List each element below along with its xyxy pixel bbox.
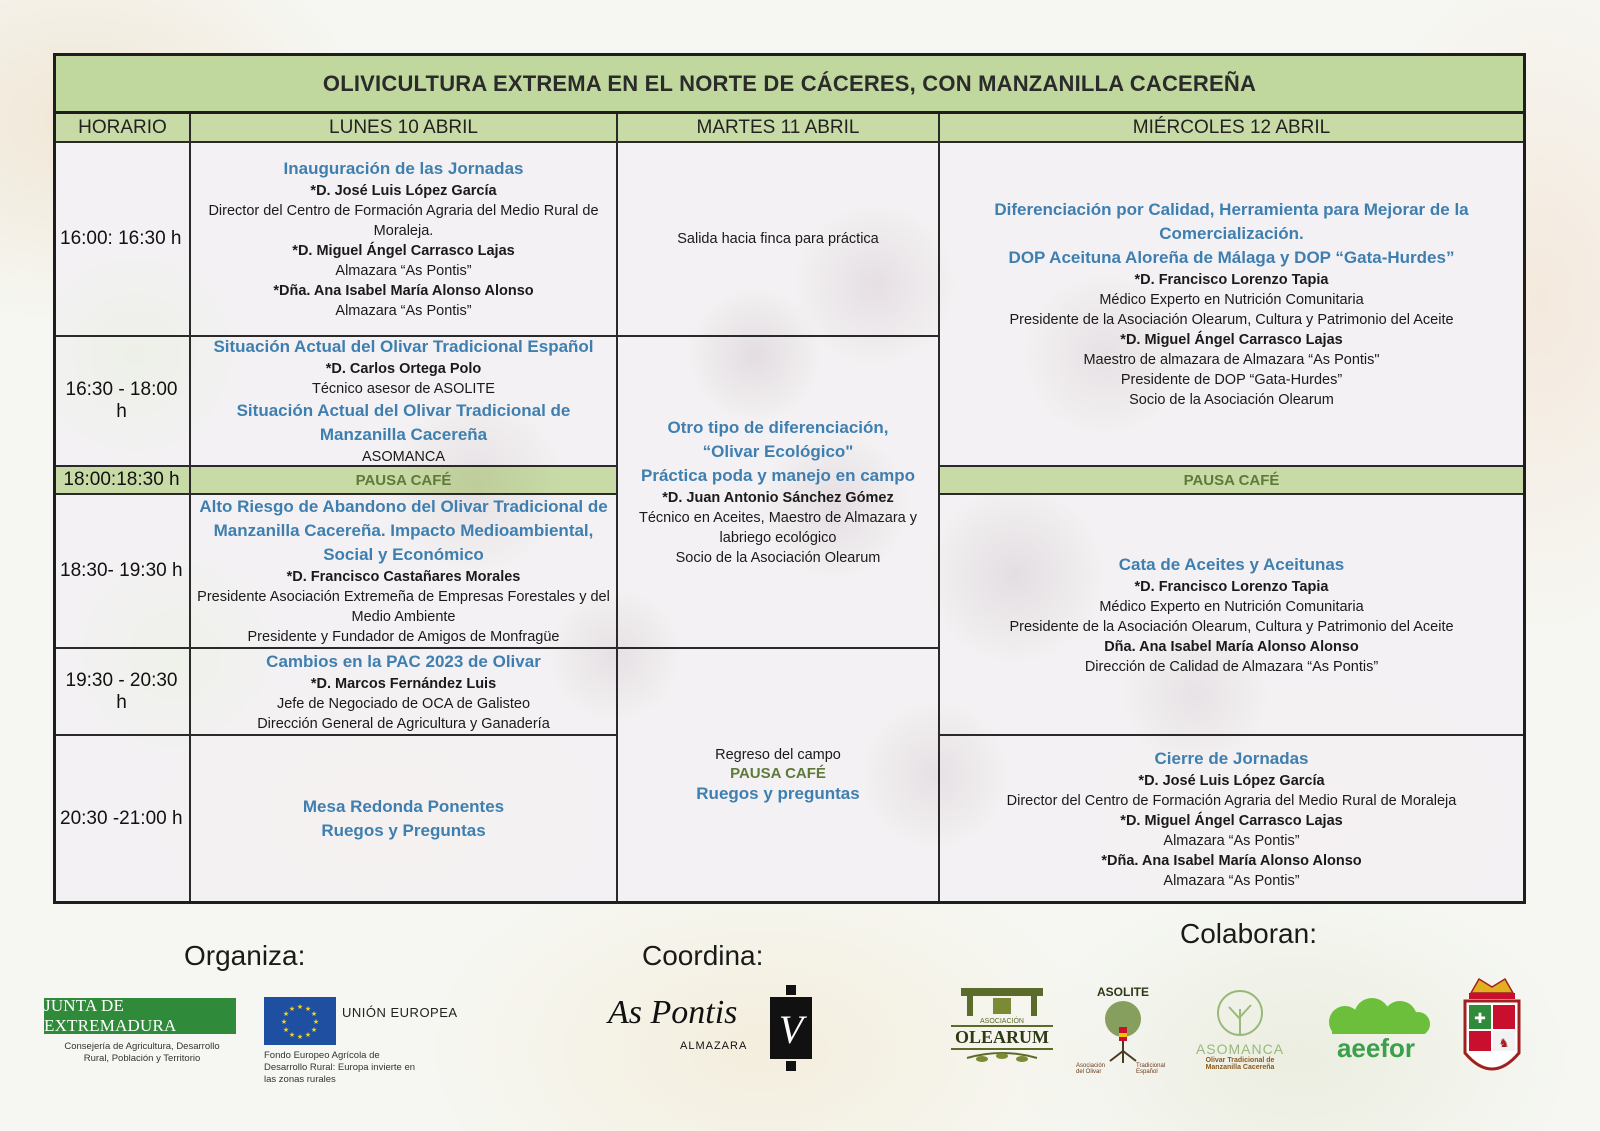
svg-text:★: ★ [310, 1026, 318, 1034]
speaker-role: Dirección de Calidad de Almazara “As Pontis” [1084, 658, 1379, 675]
asolite-name: ASOLITE [1096, 985, 1149, 999]
martes-session-ecologico [618, 337, 940, 649]
asolite-sub1: Asociación del Olivar [1076, 1063, 1106, 1075]
asolite-sub2: Tradicional Español [1136, 1063, 1166, 1075]
svg-text:★: ★ [282, 1010, 290, 1018]
svg-text:★: ★ [312, 1018, 320, 1026]
speaker-name: *D. Miguel Ángel Carrasco Lajas [1120, 812, 1343, 829]
speaker-role: Médico Experto en Nutrición Comunitaria [1099, 292, 1364, 308]
time-slot-6: 20:30 -21:00 h [56, 736, 191, 901]
speaker-name: *D. Francisco Lorenzo Tapia [1134, 272, 1329, 288]
olearum-press-icon [957, 984, 1047, 1018]
svg-text:★: ★ [288, 1031, 296, 1039]
junta-extremadura-logo: JUNTA DE EXTREMADURA [44, 998, 236, 1034]
aeefor-logo [1318, 990, 1434, 1070]
speaker-role: Almazara “As Pontis” [335, 303, 472, 319]
session-title: Diferenciación por Calidad, Herramienta para Mejorar de la Comercialización. [994, 200, 1469, 243]
speaker-name: *D. Miguel Ángel Carrasco Lajas [292, 243, 515, 259]
lunes-session-situacion [191, 337, 618, 467]
session-title: Situación Actual del Olivar Tradicional de Manzanilla Cacereña [236, 401, 571, 444]
miercoles-session-cierre [940, 736, 1523, 901]
speaker-role: Socio de la Asociación Olearum [1129, 392, 1334, 408]
organiza-label: Organiza: [184, 940, 306, 971]
colaboran-label: Colaboran: [1180, 918, 1317, 949]
svg-text:★: ★ [288, 1005, 296, 1013]
asomanca-sub: Olivar Tradicional de Manzanilla Cacereña [1205, 1057, 1275, 1071]
session-title: Cata de Aceites y Aceitunas [1118, 554, 1345, 574]
eu-flag-icon [264, 997, 336, 1045]
speaker-name: *D. Marcos Fernández Luis [310, 675, 497, 692]
speaker-role: Técnico en Aceites, Maestro de Almazara y labriego ecológico [638, 510, 918, 546]
lunes-session-pac [191, 649, 618, 736]
session-title: Mesa Redonda Ponentes [302, 796, 505, 816]
lunes-session-abandono [191, 495, 618, 649]
svg-text:V: V [778, 1007, 804, 1052]
pausa-label: PAUSA CAFÉ [355, 471, 452, 489]
speaker-role: Almazara “As Pontis” [335, 263, 472, 279]
miercoles-session-calidad [940, 143, 1523, 467]
speaker-role: Médico Experto en Nutrición Comunitaria [1099, 598, 1364, 615]
speaker-role: Presidente de DOP “Gata-Hurdes” [1120, 372, 1343, 388]
miercoles-session-cata [940, 495, 1523, 736]
as-pontis-logo: As Pontis [608, 994, 738, 1031]
header-martes: MARTES 11 ABRIL [618, 114, 940, 143]
speaker-name: *Dña. Ana Isabel María Alonso Alonso [273, 283, 534, 299]
asomanca-tree-icon [1205, 989, 1275, 1041]
speaker-role: Director del Centro de Formación Agraria del Medio Rural de Moraleja. [208, 203, 599, 239]
session-title: Cambios en la PAC 2023 de Olivar [266, 651, 541, 671]
eu-subtitle: Fondo Europeo Agrícola de Desarrollo Rural: Europa invierte en las zonas rurales [264, 1050, 416, 1085]
speaker-name: Dña. Ana Isabel María Alonso Alonso [1104, 638, 1359, 655]
coordina-label: Coordina: [642, 940, 764, 971]
session-title: Situación Actual del Olivar Tradicional Español [213, 337, 594, 356]
svg-text:★: ★ [310, 1010, 318, 1018]
speaker-role: Almazara “As Pontis” [1163, 832, 1300, 849]
session-title: Otro tipo de diferenciación, “Olivar Ecológico" [667, 418, 889, 461]
speaker-role: Presidente de la Asociación Olearum, Cultura y Patrimonio del Aceite [1009, 312, 1454, 328]
olive-tree-icon [1088, 999, 1158, 1063]
aeefor-name: aeefor [1336, 1033, 1416, 1063]
time-slot-4: 18:30- 19:30 h [56, 495, 191, 649]
time-slot-5: 19:30 - 20:30 h [56, 649, 191, 736]
svg-text:★: ★ [282, 1026, 290, 1034]
eu-label: UNIÓN EUROPEA [342, 1005, 458, 1020]
speaker-name: *D. Juan Antonio Sánchez Gómez [662, 490, 894, 506]
v-emblem-icon [766, 985, 816, 1071]
schedule-table [53, 53, 1526, 904]
speaker-role: Director del Centro de Formación Agraria del Medio Rural de Moraleja [1006, 792, 1457, 809]
speaker-role: Jefe de Negociado de OCA de Galisteo [276, 695, 531, 712]
speaker-role: Almazara “As Pontis” [1163, 872, 1300, 889]
speaker-role: Técnico asesor de ASOLITE [312, 381, 495, 397]
header-lunes: LUNES 10 ABRIL [191, 114, 618, 143]
asomanca-name: ASOMANCA [1195, 1041, 1285, 1057]
session-text: Salida hacia finca para práctica [677, 231, 879, 247]
speaker-role: Presidente de la Asociación Olearum, Cultura y Patrimonio del Aceite [1009, 618, 1454, 635]
speaker-name: *D. Francisco Lorenzo Tapia [1134, 578, 1329, 595]
header-horario: HORARIO [56, 114, 191, 143]
schedule-title: OLIVICULTURA EXTREMA EN EL NORTE DE CÁCERES, CON MANZANILLA CACEREÑA [322, 70, 1257, 96]
schedule-title-bar [56, 56, 1523, 114]
session-title: Inauguración de las Jornadas [283, 159, 524, 178]
almazara-label: ALMAZARA [680, 1040, 748, 1052]
speaker-name: *D. Carlos Ortega Polo [325, 361, 482, 377]
aeefor-cloud-icon [1320, 998, 1432, 1034]
speaker-role: Dirección General de Agricultura y Ganadería [257, 715, 550, 732]
asomanca-logo [1190, 980, 1290, 1080]
olearum-name: OLEARUM [951, 1025, 1053, 1050]
session-text: Regreso del campo [715, 746, 841, 763]
lunes-session-inauguracion [191, 143, 618, 337]
speaker-role: ASOMANCA [362, 449, 445, 465]
session-title: Ruegos y preguntas [696, 783, 860, 803]
olive-branch-icon [962, 1050, 1042, 1066]
svg-text:★: ★ [296, 1003, 304, 1011]
session-title: Cierre de Jornadas [1154, 748, 1309, 768]
svg-text:★: ★ [304, 1005, 312, 1013]
speaker-role: Maestro de almazara de Almazara “As Pontis" [1083, 352, 1380, 368]
svg-text:★: ★ [296, 1033, 304, 1041]
time-slot-3: 18:00:18:30 h [56, 467, 191, 495]
speaker-role: Presidente y Fundador de Amigos de Monfragüe [247, 629, 560, 645]
svg-text:✚: ✚ [1474, 1011, 1486, 1027]
olearum-top-text: ASOCIACIÓN [980, 1018, 1024, 1025]
miercoles-pausa-cafe [940, 467, 1523, 495]
session-title: Alto Riesgo de Abandono del Olivar Tradicional de Manzanilla Cacereña. Impacto Medioambiental, Social y Económico [199, 497, 608, 564]
lunes-pausa-cafe [191, 467, 618, 495]
svg-text:♞: ♞ [1498, 1036, 1510, 1050]
speaker-role: Presidente Asociación Extremeña de Empresas Forestales y del Medio Ambiente [197, 589, 610, 625]
speaker-role: Socio de la Asociación Olearum [675, 550, 881, 566]
svg-text:★: ★ [280, 1018, 288, 1026]
speaker-name: *D. Francisco Castañares Morales [286, 569, 521, 585]
speaker-name: *D. José Luis López García [310, 183, 497, 199]
header-miercoles: MIÉRCOLES 12 ABRIL [940, 114, 1523, 143]
speaker-name: *D. Miguel Ángel Carrasco Lajas [1120, 332, 1343, 348]
time-slot-2: 16:30 - 18:00 h [56, 337, 191, 467]
speaker-name: *D. José Luis López García [1138, 772, 1325, 789]
pausa-label: PAUSA CAFÉ [730, 764, 826, 782]
session-title: DOP Aceituna Aloreña de Málaga y DOP “Gata-Hurdes” [1008, 248, 1455, 267]
time-slot-1: 16:00: 16:30 h [56, 143, 191, 337]
junta-subtitle: Consejería de Agricultura, Desarrollo Rural, Población y Territorio [64, 1041, 220, 1064]
session-title: Práctica poda y manejo en campo [641, 466, 915, 485]
pausa-label: PAUSA CAFÉ [1183, 471, 1280, 489]
coat-of-arms-icon [1458, 972, 1526, 1090]
lunes-session-mesa-redonda [191, 736, 618, 901]
session-title: Ruegos y Preguntas [321, 820, 486, 840]
asolite-logo [1068, 980, 1178, 1080]
svg-text:★: ★ [304, 1031, 312, 1039]
martes-session-salida [618, 143, 940, 337]
speaker-name: *Dña. Ana Isabel María Alonso Alonso [1101, 852, 1362, 869]
martes-session-regreso [618, 649, 940, 901]
olearum-logo [955, 980, 1049, 1070]
